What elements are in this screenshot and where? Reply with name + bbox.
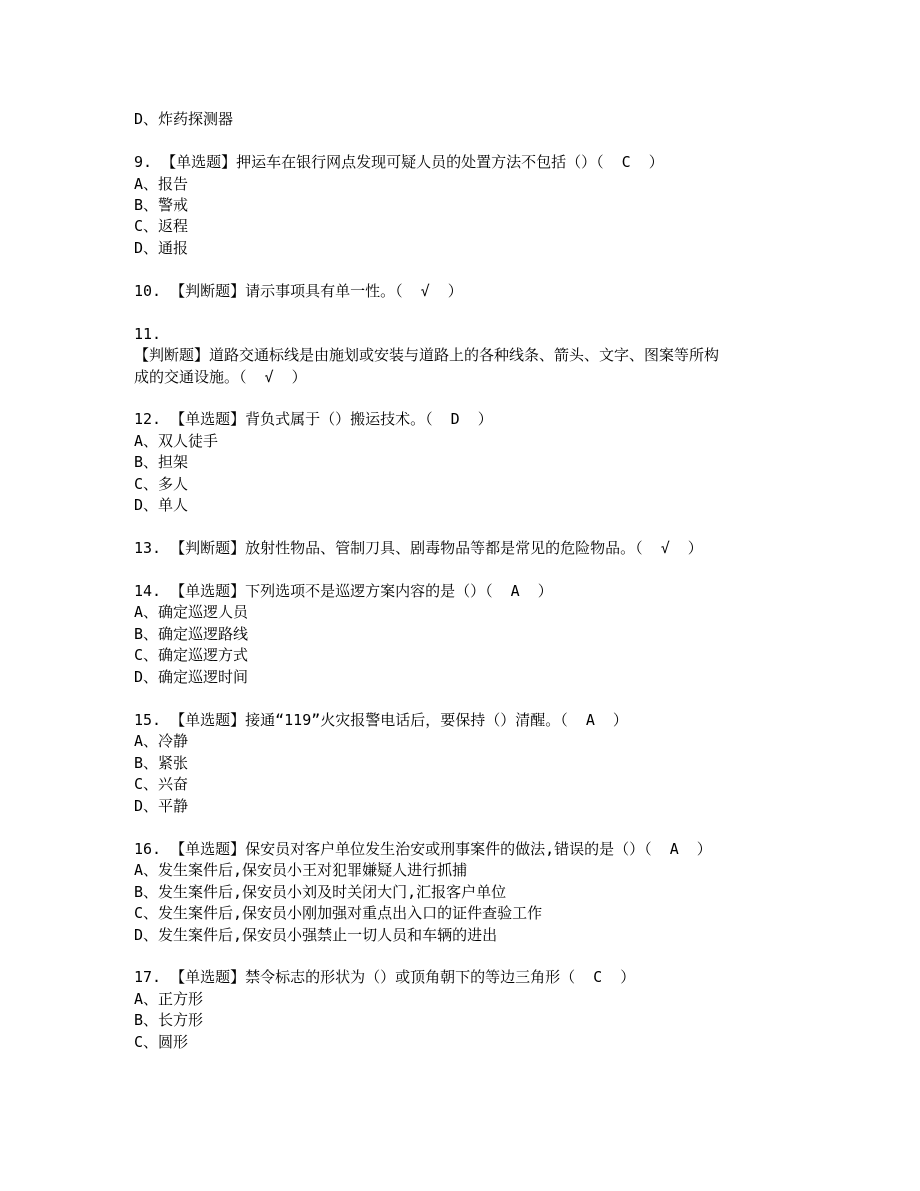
option-line: C、多人 <box>134 475 189 493</box>
question-line: 9. 【单选题】押运车在银行网点发现可疑人员的处置方法不包括（）（ C ） <box>134 153 664 171</box>
option-line: B、紧张 <box>134 754 189 772</box>
option-line: C、发生案件后,保安员小刚加强对重点出入口的证件查验工作 <box>134 904 543 922</box>
question-line: 12. 【单选题】背负式属于（）搬运技术。（ D ） <box>134 410 493 428</box>
option-line: D、发生案件后,保安员小强禁止一切人员和车辆的进出 <box>134 926 498 944</box>
option-line: B、确定巡逻路线 <box>134 625 249 643</box>
option-line: D、炸药探测器 <box>134 110 234 128</box>
option-line: B、长方形 <box>134 1011 204 1029</box>
option-line: D、通报 <box>134 239 189 257</box>
question-line: 10. 【判断题】请示事项具有单一性。（ √ ） <box>134 282 463 300</box>
option-line: D、平静 <box>134 797 189 815</box>
question-number-line: 11. <box>134 325 162 343</box>
option-line: A、正方形 <box>134 990 204 1008</box>
option-line: C、圆形 <box>134 1033 189 1051</box>
option-line: B、警戒 <box>134 196 189 214</box>
option-line: D、确定巡逻时间 <box>134 668 249 686</box>
question-line: 15. 【单选题】接通“119”火灾报警电话后，要保持（）清醒。（ A ） <box>134 711 628 729</box>
option-line: B、担架 <box>134 453 189 471</box>
option-line: A、发生案件后,保安员小王对犯罪嫌疑人进行抓捕 <box>134 861 468 879</box>
question-line: 14. 【单选题】下列选项不是巡逻方案内容的是（）（ A ） <box>134 582 553 600</box>
option-line: A、确定巡逻人员 <box>134 603 249 621</box>
option-line: D、单人 <box>134 496 189 514</box>
option-line: C、兴奋 <box>134 775 189 793</box>
option-line: C、确定巡逻方式 <box>134 646 249 664</box>
option-line: B、发生案件后,保安员小刘及时关闭大门,汇报客户单位 <box>134 883 507 901</box>
question-line-continued: 成的交通设施。（ √ ） <box>134 368 307 386</box>
question-line: 13. 【判断题】放射性物品、管制刀具、剧毒物品等都是常见的危险物品。（ √ ） <box>134 539 703 557</box>
option-line: A、冷静 <box>134 732 189 750</box>
option-line: C、返程 <box>134 217 189 235</box>
question-line: 【判断题】道路交通标线是由施划或安装与道路上的各种线条、箭头、文字、图案等所构 <box>134 346 720 364</box>
option-line: A、报告 <box>134 175 189 193</box>
question-line: 17. 【单选题】禁令标志的形状为（）或顶角朝下的等边三角形（ C ） <box>134 968 636 986</box>
option-line: A、双人徒手 <box>134 432 219 450</box>
question-line: 16. 【单选题】保安员对客户单位发生治安或刑事案件的做法,错误的是（）（ A ） <box>134 840 712 858</box>
